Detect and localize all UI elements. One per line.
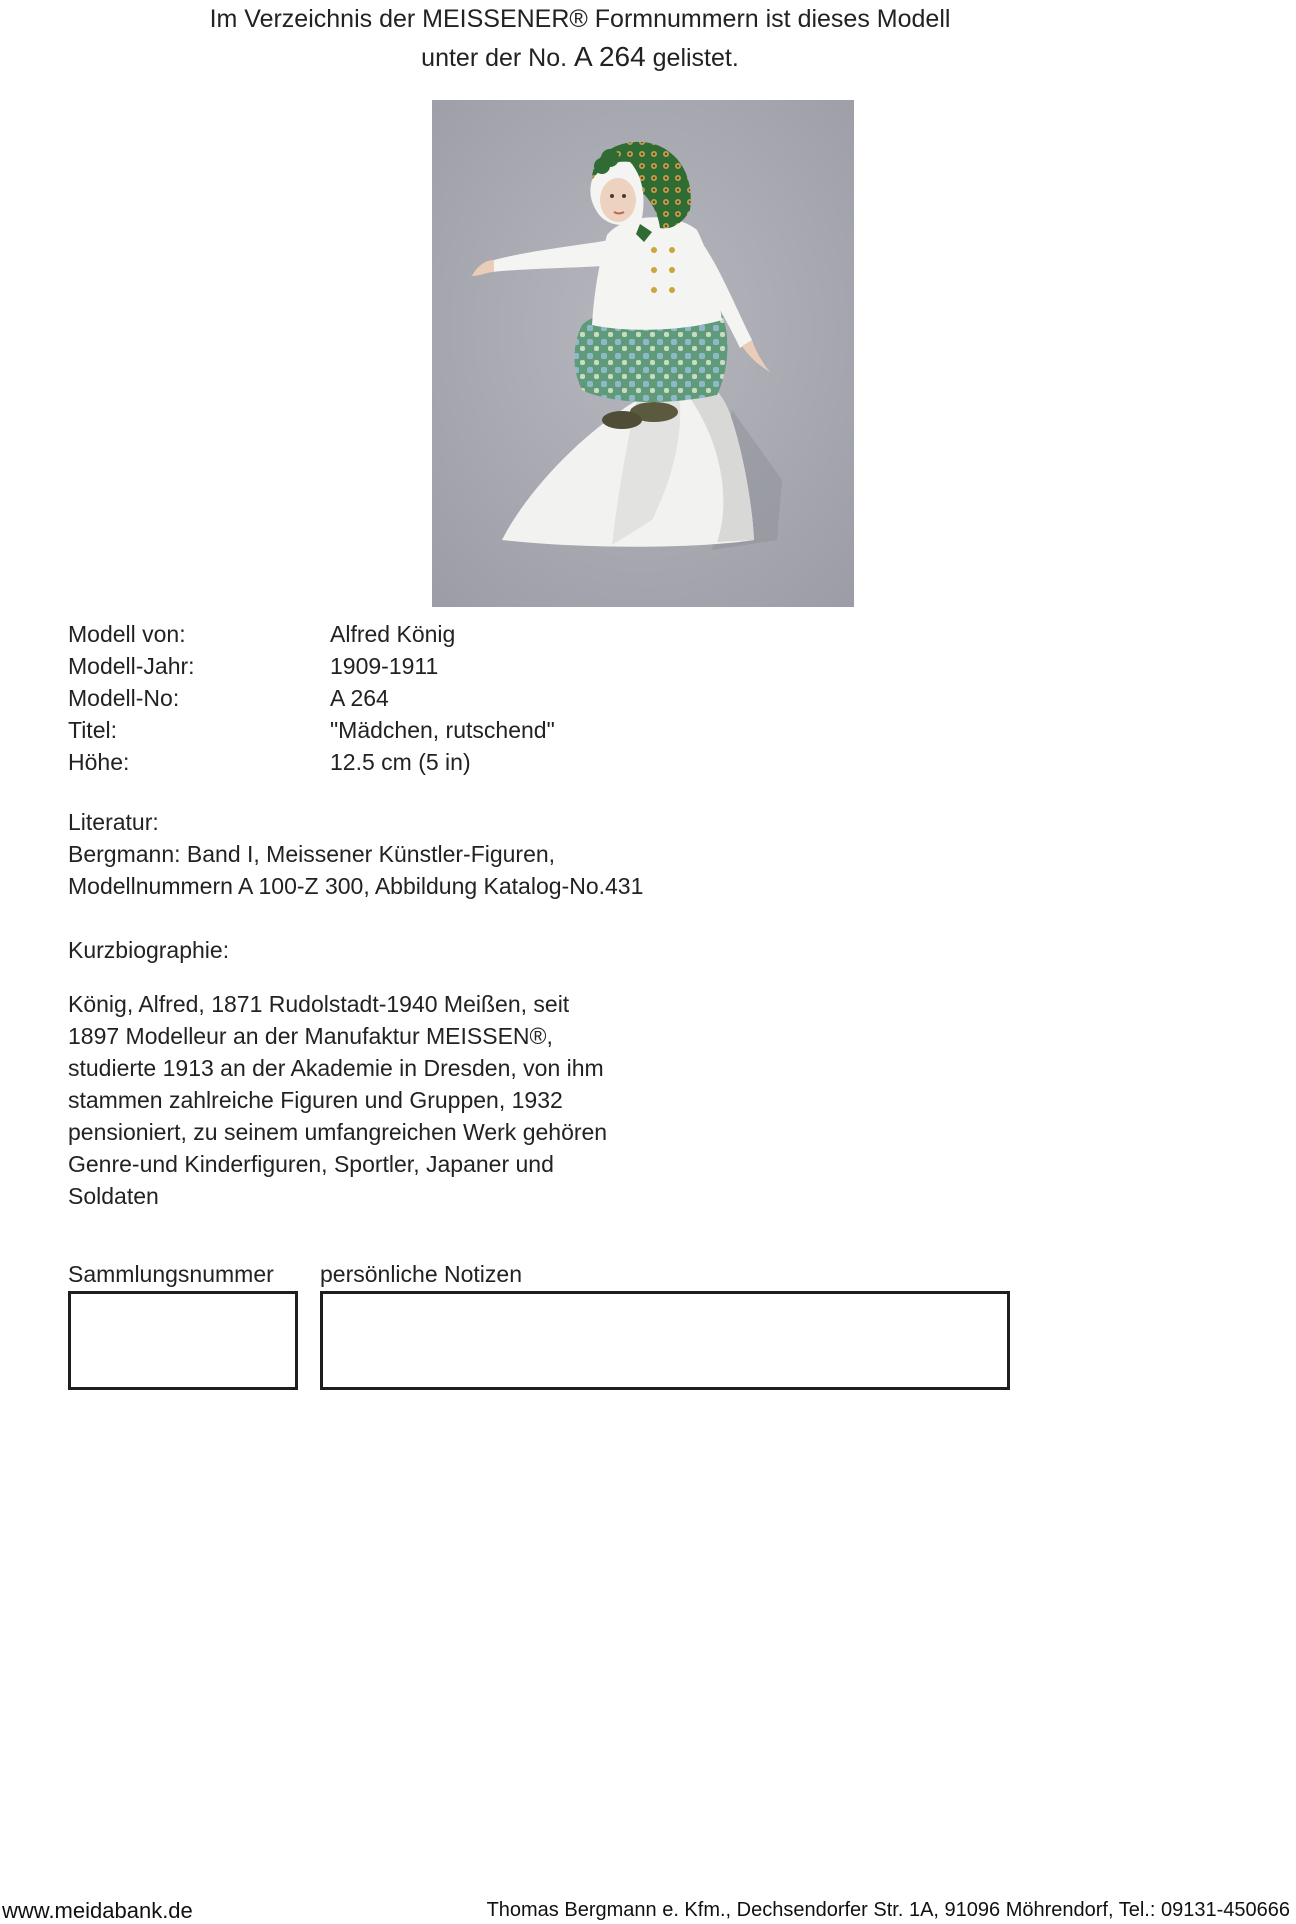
biography-line: König, Alfred, 1871 Rudolstadt-1940 Meißen, seit	[68, 991, 570, 1017]
detail-row-model-year	[68, 650, 555, 682]
literature-heading: Literatur:	[68, 809, 159, 835]
biography-line: Genre-und Kinderfiguren, Sportler, Japaner und	[68, 1151, 554, 1177]
detail-label: Titel:	[68, 717, 117, 743]
detail-value: Alfred König	[330, 621, 456, 647]
detail-value: A 264	[330, 685, 389, 711]
detail-label: Modell-No:	[68, 685, 180, 711]
model-details	[68, 618, 555, 778]
biography-text	[68, 988, 688, 1212]
collection-number-label: Sammlungsnummer	[68, 1261, 274, 1287]
biography-line: Soldaten	[68, 1183, 159, 1209]
intro-suffix: gelistet.	[652, 44, 739, 72]
detail-value: 12.5 cm (5 in)	[330, 749, 471, 775]
literature-line-2: Modellnummern A 100-Z 300, Abbildung Katalog-No.431	[68, 873, 644, 899]
detail-label: Modell von:	[68, 621, 186, 647]
biography-line: studierte 1913 an der Akademie in Dresden, von ihm	[68, 1055, 604, 1081]
intro-prefix: unter der No.	[421, 44, 568, 72]
personal-notes-label: persönliche Notizen	[320, 1261, 523, 1287]
figurine-photo	[432, 100, 854, 607]
intro-text	[0, 0, 1160, 77]
personal-notes-field[interactable]	[320, 1291, 1010, 1390]
biography-line: stammen zahlreiche Figuren und Gruppen, 1932	[68, 1087, 563, 1113]
detail-row-model-no	[68, 682, 555, 714]
model-number-highlight: A 264	[574, 41, 646, 72]
biography-line: pensioniert, zu seinem umfangreichen Werk gehören	[68, 1119, 608, 1145]
detail-value: "Mädchen, rutschend"	[330, 717, 555, 743]
detail-label: Höhe:	[68, 749, 130, 775]
literature-line-1: Bergmann: Band I, Meissener Künstler-Figuren,	[68, 841, 556, 867]
detail-value: 1909-1911	[330, 653, 439, 679]
detail-row-height	[68, 746, 555, 778]
intro-line-1: Im Verzeichnis der MEISSENER® Formnummern ist dieses Modell	[209, 5, 951, 33]
detail-label: Modell-Jahr:	[68, 653, 195, 679]
literature-section	[68, 806, 643, 902]
footer-address: Thomas Bergmann e. Kfm., Dechsendorfer Str. 1A, 91096 Möhrendorf, Tel.: 09131-450666	[486, 1899, 1290, 1921]
detail-row-model-by	[68, 618, 555, 650]
intro-line-2	[0, 38, 1160, 77]
biography-line: 1897 Modelleur an der Manufaktur MEISSEN®,	[68, 1023, 553, 1049]
detail-row-title	[68, 714, 555, 746]
footer-website: www.meidabank.de	[2, 1898, 193, 1923]
figurine-illustration	[432, 100, 854, 607]
collection-number-field[interactable]	[68, 1291, 298, 1390]
biography-heading: Kurzbiographie:	[68, 937, 230, 963]
